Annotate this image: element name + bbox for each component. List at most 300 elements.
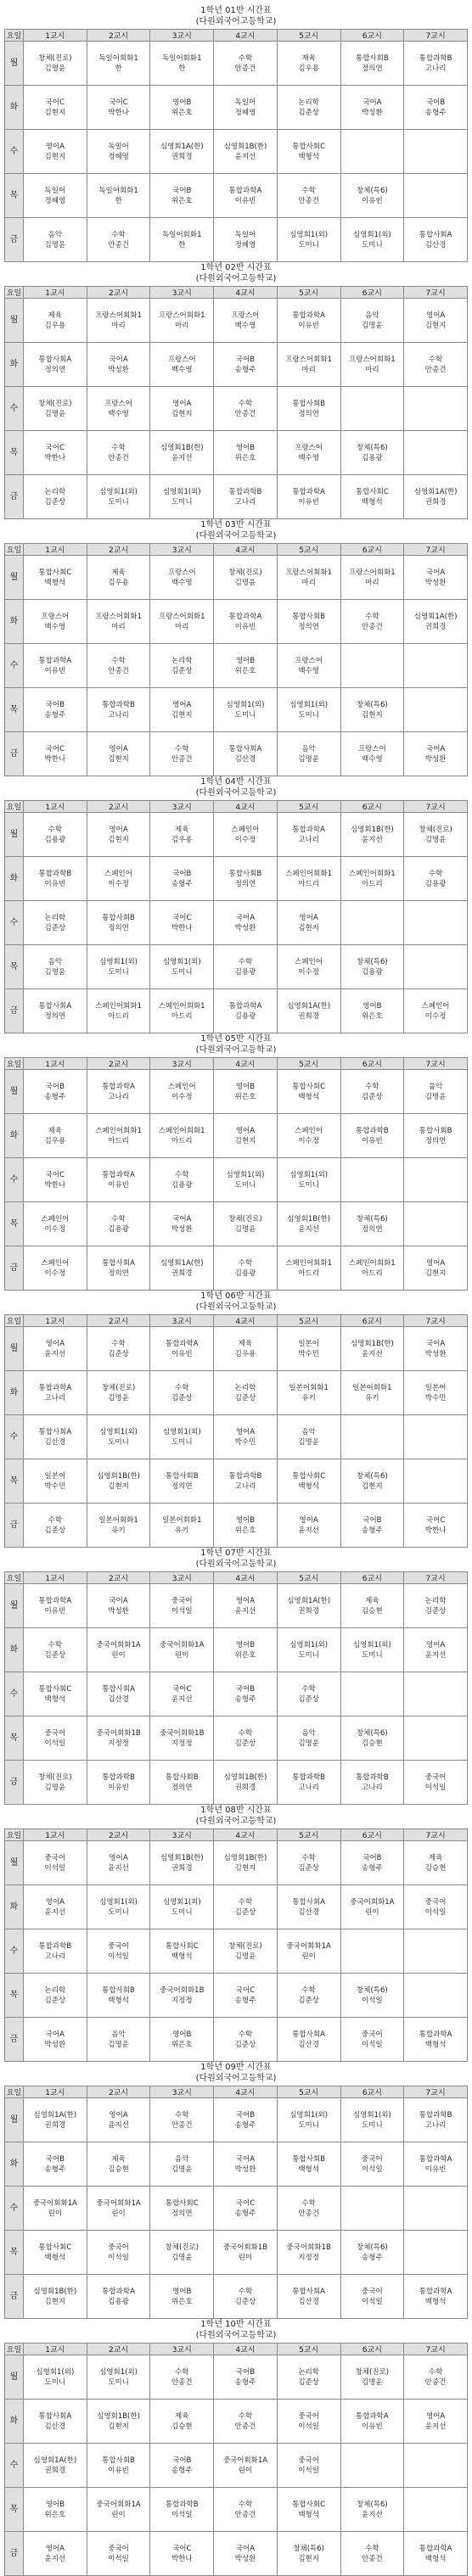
class-cell xyxy=(87,2444,150,2488)
subject-name: 국어C xyxy=(235,2198,256,2208)
teacher-name: 김현지 xyxy=(44,2297,66,2306)
weekday-label: 수 xyxy=(5,2187,24,2231)
class-cell xyxy=(277,1114,340,1158)
subject-name: 국어C xyxy=(172,1684,192,1694)
subject-name: 통합과학B xyxy=(292,1772,325,1782)
teacher-name: 이유빈 xyxy=(362,1136,383,1145)
teacher-name: 김명윤 xyxy=(234,1952,256,1961)
teacher-name: 백형석 xyxy=(298,2510,319,2519)
class-cell xyxy=(150,2187,214,2231)
subject-name: 제육 xyxy=(175,2411,189,2421)
teacher-name: 김명윤 xyxy=(44,240,66,249)
subject-name: 통합사회C xyxy=(165,2198,199,2208)
class-cell xyxy=(24,2187,87,2231)
class-cell xyxy=(87,1929,150,1974)
teacher-name: 도미니 xyxy=(298,2120,319,2130)
day-row xyxy=(5,2142,468,2187)
class-cell xyxy=(150,1371,214,1415)
class-cell xyxy=(24,387,87,431)
subject-name: 통합과학A xyxy=(38,656,72,665)
class-cell xyxy=(24,1761,87,1805)
day-row xyxy=(5,299,468,343)
teacher-name: 백형석 xyxy=(171,1952,193,1961)
teacher-name: 위은호 xyxy=(234,666,256,675)
class-cell xyxy=(340,556,404,600)
class-cell xyxy=(24,600,87,644)
class-cell xyxy=(340,1202,404,1246)
teacher-name: 송형주 xyxy=(44,710,66,720)
teacher-name: 유키 xyxy=(111,1526,126,1535)
class-cell xyxy=(87,901,150,945)
period-header: 2교시 xyxy=(87,544,150,556)
class-cell xyxy=(87,1716,150,1761)
day-row xyxy=(5,1371,468,1415)
subject-name: 통합과학B xyxy=(38,869,72,878)
teacher-name: 김현지 xyxy=(44,152,66,161)
subject-name: 프랑스어 xyxy=(104,399,132,408)
subject-name: 프랑스어회화1 xyxy=(95,612,142,621)
teacher-name: 도미니 xyxy=(362,2120,383,2130)
teacher-name: 송형주 xyxy=(44,2164,66,2174)
class-cell xyxy=(214,475,278,519)
period-header: 4교시 xyxy=(214,30,278,42)
weekday-label: 월 xyxy=(5,299,24,343)
teacher-name: 안종건 xyxy=(362,2554,383,2563)
subject-name: 통합사회B xyxy=(356,53,389,63)
period-header: 2교시 xyxy=(87,1829,150,1841)
class-cell xyxy=(214,174,278,218)
subject-name: 심영회1A(한) xyxy=(33,2110,77,2120)
teacher-name: 김현지 xyxy=(424,321,447,330)
teacher-name: 정의연 xyxy=(44,1011,66,1021)
day-row xyxy=(5,732,468,776)
class-cell xyxy=(150,1246,214,1291)
teacher-name: 송형주 xyxy=(362,1526,383,1535)
teacher-name: 김준상 xyxy=(44,1526,66,1535)
timetable-heading xyxy=(0,257,472,286)
teacher-name: 김명윤 xyxy=(424,835,447,844)
teacher-name: 권희경 xyxy=(171,152,193,161)
weekday-label: 화 xyxy=(5,343,24,387)
teacher-name: 김명윤 xyxy=(362,2377,383,2387)
teacher-name: 박한나 xyxy=(44,1180,66,1190)
period-header: 4교시 xyxy=(214,287,278,299)
teacher-name: 도미니 xyxy=(298,1650,319,1660)
class-cell xyxy=(340,174,404,218)
teacher-name: 정의연 xyxy=(298,622,319,631)
subject-name: 창체(진로) xyxy=(38,1772,72,1782)
weekday-label: 수 xyxy=(5,387,24,431)
subject-name: 영어A xyxy=(109,1853,128,1862)
subject-name: 심영회1A(한) xyxy=(160,1258,204,1268)
subject-name: 스페인어 xyxy=(295,1126,323,1135)
day-row xyxy=(5,1628,468,1672)
timetable-grid xyxy=(4,1571,468,1805)
subject-name: 일본어 xyxy=(424,1383,447,1392)
class-cell xyxy=(150,901,214,945)
teacher-name: 김명윤 xyxy=(44,64,66,73)
day-row xyxy=(5,644,468,688)
subject-name: 영어A xyxy=(109,2110,128,2120)
subject-name: 영어A xyxy=(299,913,318,922)
timetable-heading xyxy=(0,1543,472,1571)
class-cell xyxy=(150,857,214,901)
subject-name: 창체(진로) xyxy=(165,2243,199,2252)
teacher-name: 김산경 xyxy=(44,2422,66,2431)
teacher-name: 안종건 xyxy=(171,754,193,764)
teacher-name: 김현지 xyxy=(171,409,193,418)
class-cell xyxy=(214,1070,278,1114)
class-cell xyxy=(24,1327,87,1371)
subject-name: 통합과학A xyxy=(419,2154,452,2164)
class-cell xyxy=(87,1327,150,1371)
subject-name: 중국어 xyxy=(171,1596,193,1605)
subject-name: 수학 xyxy=(238,1897,253,1907)
teacher-name: 박성환 xyxy=(234,2554,256,2563)
class-cell xyxy=(150,1584,214,1628)
class-cell xyxy=(404,1504,468,1548)
subject-name: 창체(특6) xyxy=(357,2243,388,2252)
school-name: (다원외국어고등학교) xyxy=(195,531,277,540)
class-cell xyxy=(87,1070,150,1114)
teacher-name: 이석일 xyxy=(362,2164,383,2174)
day-row xyxy=(5,945,468,989)
day-row xyxy=(5,2098,468,2142)
class-cell xyxy=(214,1716,278,1761)
subject-name: 중국어 xyxy=(108,1941,129,1951)
subject-name: 심영회1(외) xyxy=(162,957,201,966)
subject-name: 수학 xyxy=(428,869,443,878)
teacher-name: 김준상 xyxy=(234,1739,256,1748)
subject-name: 국어A xyxy=(109,355,128,364)
class-cell xyxy=(277,688,340,732)
subject-name: 스페인어회화1 xyxy=(285,1258,332,1268)
subject-name: 제육 xyxy=(365,1596,379,1605)
subject-name: 영어B xyxy=(172,98,192,107)
timetable-grid xyxy=(4,29,468,262)
class-cell xyxy=(24,475,87,519)
subject-name: 통합과학B xyxy=(356,1126,389,1135)
class-cell xyxy=(277,2231,340,2275)
class-cell xyxy=(277,2275,340,2319)
class-cell xyxy=(214,2018,278,2062)
subject-name: 영어A xyxy=(109,744,128,753)
day-row xyxy=(5,387,468,431)
teacher-name: 윤지선 xyxy=(362,2510,383,2519)
class-cell xyxy=(340,42,404,86)
class-cell xyxy=(24,857,87,901)
teacher-name: 김명윤 xyxy=(171,2253,193,2262)
teacher-name: 이석일 xyxy=(362,1996,383,2005)
class-cell xyxy=(277,1459,340,1504)
subject-name: 통합사회A xyxy=(228,744,262,753)
teacher-name: 아드리 xyxy=(298,1268,319,1278)
subject-name: 중국어회화1B xyxy=(160,1985,205,1995)
subject-name: 수학 xyxy=(301,1684,316,1694)
subject-name: 논리학 xyxy=(298,2367,319,2377)
teacher-name: 윤지선 xyxy=(424,2422,447,2431)
teacher-name: 린이 xyxy=(111,2510,126,2519)
weekday-label: 금 xyxy=(5,1761,24,1805)
class-cell xyxy=(340,130,404,174)
class-cell xyxy=(24,343,87,387)
teacher-name: 안종건 xyxy=(298,2209,319,2218)
teacher-name: 김현지 xyxy=(424,1268,447,1278)
teacher-name: 김용광 xyxy=(171,1180,193,1190)
class-cell xyxy=(277,1327,340,1371)
period-header: 6교시 xyxy=(340,1315,404,1327)
subject-name: 통합과학B xyxy=(228,487,262,496)
subject-name: 영어A xyxy=(235,1126,256,1135)
subject-name: 독일어회화1 xyxy=(98,186,138,195)
class-cell xyxy=(340,1158,404,1202)
teacher-name: 이석일 xyxy=(298,2466,319,2475)
class-cell xyxy=(404,989,468,1033)
class-cell xyxy=(214,644,278,688)
day-row xyxy=(5,556,468,600)
teacher-name: 백수영 xyxy=(234,321,256,330)
day-row xyxy=(5,1504,468,1548)
teacher-name: 박성환 xyxy=(424,578,447,587)
weekday-header: 요일 xyxy=(5,1315,24,1327)
class-cell xyxy=(24,1885,87,1929)
teacher-name: 박성환 xyxy=(171,1224,193,1234)
subject-name: 통합사회C xyxy=(38,2243,72,2252)
class-cell xyxy=(404,2187,468,2231)
period-header: 3교시 xyxy=(150,1829,214,1841)
class-cell xyxy=(150,2142,214,2187)
class-cell xyxy=(24,1202,87,1246)
period-header: 5교시 xyxy=(277,2344,340,2355)
subject-name: 중국어 xyxy=(362,2030,383,2039)
class-cell xyxy=(277,857,340,901)
weekday-label: 월 xyxy=(5,2355,24,2400)
class-cell xyxy=(150,2488,214,2532)
class-cell xyxy=(277,732,340,776)
subject-name: 프랑스어 xyxy=(167,568,196,577)
subject-name: 일본어회화1 xyxy=(289,1383,329,1392)
teacher-name: 백형석 xyxy=(298,152,319,161)
class-cell xyxy=(214,1459,278,1504)
teacher-name: 권희경 xyxy=(424,497,447,507)
subject-name: 통합사회B xyxy=(228,869,262,878)
subject-name: 중국어회화1A xyxy=(222,2456,268,2465)
subject-name: 음악 xyxy=(111,2030,126,2039)
period-header: 4교시 xyxy=(214,1058,278,1070)
subject-name: 국어B xyxy=(235,2367,256,2377)
class-timetable xyxy=(0,1800,472,2057)
teacher-name: 도미니 xyxy=(362,1650,383,1660)
class-cell xyxy=(277,299,340,343)
class-cell xyxy=(87,2187,150,2231)
class-cell xyxy=(150,1974,214,2018)
class-cell xyxy=(404,2098,468,2142)
subject-name: 통합과학B xyxy=(102,700,135,709)
class-cell xyxy=(150,130,214,174)
class-cell xyxy=(214,732,278,776)
class-cell xyxy=(214,1202,278,1246)
period-header: 7교시 xyxy=(404,1315,468,1327)
period-header: 3교시 xyxy=(150,1058,214,1070)
weekday-header: 요일 xyxy=(5,1829,24,1841)
weekday-label: 월 xyxy=(5,1070,24,1114)
subject-name: 영어A xyxy=(45,1897,65,1907)
teacher-name: 정의연 xyxy=(362,1224,383,1234)
teacher-name: 도미니 xyxy=(298,710,319,720)
period-header: 2교시 xyxy=(87,1572,150,1584)
weekday-label: 목 xyxy=(5,1202,24,1246)
class-cell xyxy=(214,218,278,262)
teacher-name: 위은호 xyxy=(171,196,193,205)
subject-name: 영어A xyxy=(299,1515,318,1525)
subject-name: 음악 xyxy=(365,311,379,320)
subject-name: 심영회1B(한) xyxy=(33,2287,77,2296)
subject-name: 국어A xyxy=(235,913,256,922)
class-cell xyxy=(404,1974,468,2018)
teacher-name: 이유빈 xyxy=(171,1349,193,1358)
class-cell xyxy=(87,1885,150,1929)
class-cell xyxy=(277,1246,340,1291)
teacher-name: 김명윤 xyxy=(234,578,256,587)
weekday-label: 목 xyxy=(5,174,24,218)
teacher-name: 김준상 xyxy=(44,923,66,932)
subject-name: 수학 xyxy=(365,2544,379,2553)
day-row xyxy=(5,1672,468,1716)
class-cell xyxy=(24,2400,87,2444)
class-cell xyxy=(214,1158,278,1202)
subject-name: 중국어 xyxy=(424,1897,447,1907)
period-header: 6교시 xyxy=(340,1058,404,1070)
teacher-name: 안종건 xyxy=(362,622,383,631)
class-cell xyxy=(24,732,87,776)
teacher-name: 윤지선 xyxy=(424,1650,447,1660)
class-cell xyxy=(24,1672,87,1716)
teacher-name: 안종건 xyxy=(108,666,129,675)
subject-name: 독일어 xyxy=(108,142,129,151)
day-row xyxy=(5,1885,468,1929)
class-cell xyxy=(24,1504,87,1548)
teacher-name: 아드리 xyxy=(362,879,383,888)
class-cell xyxy=(150,1070,214,1114)
teacher-name: 송형주 xyxy=(362,2253,383,2262)
teacher-name: 박성환 xyxy=(362,108,383,117)
class-cell xyxy=(214,299,278,343)
subject-name: 영어A xyxy=(109,825,128,834)
class-cell xyxy=(277,1974,340,2018)
class-cell xyxy=(340,1327,404,1371)
teacher-name: 백수영 xyxy=(108,409,129,418)
class-cell xyxy=(340,901,404,945)
teacher-name: 이석일 xyxy=(44,1863,66,1873)
header-row xyxy=(5,544,468,556)
period-header: 5교시 xyxy=(277,1572,340,1584)
subject-name: 수학 xyxy=(238,2500,253,2509)
class-cell xyxy=(24,945,87,989)
class-cell xyxy=(214,42,278,86)
teacher-name: 아드리 xyxy=(108,1011,129,1021)
subject-name: 중국어 xyxy=(298,2411,319,2421)
period-header: 2교시 xyxy=(87,2344,150,2355)
class-cell xyxy=(277,1716,340,1761)
subject-name: 심영회1A(한) xyxy=(160,142,204,151)
weekday-label: 화 xyxy=(5,1885,24,1929)
subject-name: 수학 xyxy=(111,656,126,665)
subject-name: 통합사회A xyxy=(292,2287,325,2296)
subject-name: 창체(특6) xyxy=(357,1471,388,1481)
teacher-name: 아드리 xyxy=(362,1268,383,1278)
class-cell xyxy=(404,644,468,688)
teacher-name: 안종건 xyxy=(108,453,129,462)
teacher-name: 윤지선 xyxy=(171,453,193,462)
subject-name: 통합과학B xyxy=(102,1772,135,1782)
day-row xyxy=(5,600,468,644)
class-cell xyxy=(214,1114,278,1158)
teacher-name: 김우용 xyxy=(108,578,129,587)
class-cell xyxy=(150,813,214,857)
subject-name: 국어C xyxy=(172,2544,192,2553)
subject-name: 통합과학A xyxy=(356,2411,389,2421)
class-cell xyxy=(404,1415,468,1459)
subject-name: 통합사회A xyxy=(419,230,452,239)
subject-name: 심영회1B(한) xyxy=(287,1214,331,1224)
subject-name: 수학 xyxy=(238,957,253,966)
teacher-name: 김명윤 xyxy=(171,2164,193,2174)
subject-name: 심영회1A(한) xyxy=(413,612,458,621)
subject-name: 제육 xyxy=(175,825,189,834)
teacher-name: 박수민 xyxy=(424,1393,447,1403)
teacher-name: 김용광 xyxy=(44,835,66,844)
subject-name: 영어B xyxy=(362,1001,382,1011)
teacher-name: 박한나 xyxy=(424,1526,447,1535)
subject-name: 논리학 xyxy=(171,656,193,665)
subject-name: 수학 xyxy=(238,1728,253,1738)
timetable-grid xyxy=(4,1828,468,2062)
class-cell xyxy=(277,2355,340,2400)
class-cell xyxy=(340,431,404,475)
day-row xyxy=(5,2488,468,2532)
header-row xyxy=(5,287,468,299)
timetable-title: 1학년 02반 시간표 xyxy=(200,263,272,272)
weekday-label: 목 xyxy=(5,1716,24,1761)
class-cell xyxy=(214,600,278,644)
teacher-name: 박수민 xyxy=(44,1481,66,1491)
class-cell xyxy=(87,1761,150,1805)
teacher-name: 김우용 xyxy=(44,321,66,330)
subject-name: 국어A xyxy=(109,1596,128,1605)
teacher-name: 박수민 xyxy=(298,1349,319,1358)
teacher-name: 김현지 xyxy=(108,2422,129,2431)
subject-name: 스페인어회화1 xyxy=(95,1126,142,1135)
teacher-name: 김현지 xyxy=(108,835,129,844)
subject-name: 국어C xyxy=(172,913,192,922)
period-header: 2교시 xyxy=(87,287,150,299)
teacher-name: 백수영 xyxy=(171,365,193,374)
subject-name: 국어C xyxy=(109,98,128,107)
subject-name: 국어C xyxy=(235,1985,256,1995)
class-cell xyxy=(87,644,150,688)
subject-name: 중국어회화1A xyxy=(96,1640,141,1649)
class-cell xyxy=(150,1929,214,1974)
weekday-label: 목 xyxy=(5,1974,24,2018)
period-header: 1교시 xyxy=(24,801,87,813)
school-name: (다원외국어고등학교) xyxy=(195,2331,277,2340)
weekday-label: 목 xyxy=(5,2231,24,2275)
subject-name: 통합과학A xyxy=(38,1383,72,1392)
day-row xyxy=(5,218,468,262)
teacher-name: 박한나 xyxy=(44,754,66,764)
class-cell xyxy=(24,2142,87,2187)
subject-name: 심영회1(외) xyxy=(226,700,265,709)
